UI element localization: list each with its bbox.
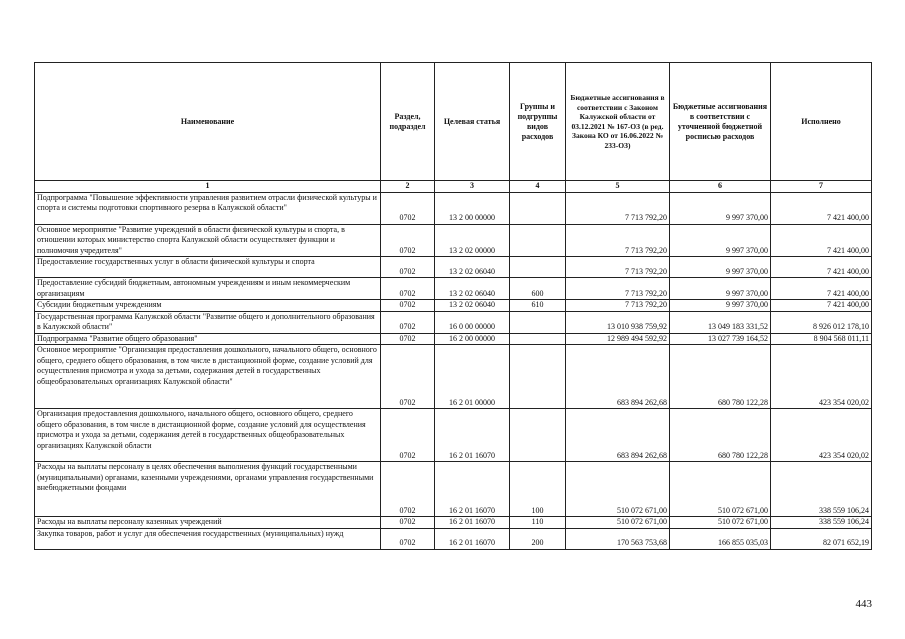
page-number: 443 — [855, 598, 872, 610]
row-group: 100 — [510, 462, 566, 517]
row-target: 16 2 01 16070 — [435, 528, 510, 549]
row-law-amount: 13 010 938 759,92 — [566, 311, 670, 333]
column-number-row — [35, 181, 872, 193]
row-target: 16 2 01 00000 — [435, 345, 510, 409]
header-target: Целевая статья — [435, 63, 510, 181]
header-section: Раздел, подраздел — [381, 63, 435, 181]
row-executed-amount: 7 421 400,00 — [771, 224, 872, 257]
row-executed-amount: 7 421 400,00 — [771, 257, 872, 278]
row-section: 0702 — [381, 345, 435, 409]
row-group — [510, 192, 566, 224]
row-law-amount: 510 072 671,00 — [566, 517, 670, 529]
col-number: 2 — [381, 181, 435, 193]
row-name: Основное мероприятие "Организация предоставления дошкольного, начального общего, основного общего, среднего общего образования, в том числе в дистанционной форме, создание условий для осуществления присмотра и ухода за детьми, содержания детей в государственных общеобразовательных организациях Калужской области" — [35, 345, 381, 409]
row-executed-amount: 7 421 400,00 — [771, 300, 872, 312]
col-number: 5 — [566, 181, 670, 193]
row-group: 600 — [510, 278, 566, 300]
row-name: Подпрограмма "Повышение эффективности управления развитием отрасли физической культуры и спорта и системы подготовки спортивного резерва в Калужской области" — [35, 192, 381, 224]
col-number: 1 — [35, 181, 381, 193]
table-row — [35, 257, 872, 278]
row-refined-amount: 13 027 739 164,52 — [670, 333, 771, 345]
row-refined-amount: 13 049 183 331,52 — [670, 311, 771, 333]
row-refined-amount: 680 780 122,28 — [670, 345, 771, 409]
row-name: Предоставление субсидий бюджетным, автономным учреждениям и иным некоммерческим организациям — [35, 278, 381, 300]
row-section: 0702 — [381, 462, 435, 517]
row-law-amount: 7 713 792,20 — [566, 192, 670, 224]
header-refined: Бюджетные ассигнования в соответствии с уточненной бюджетной росписью расходов — [670, 63, 771, 181]
table-header — [35, 63, 872, 181]
row-section: 0702 — [381, 528, 435, 549]
row-target: 13 2 02 06040 — [435, 300, 510, 312]
row-target: 16 2 01 16070 — [435, 409, 510, 462]
header-executed: Исполнено — [771, 63, 872, 181]
table-row — [35, 300, 872, 312]
col-number: 7 — [771, 181, 872, 193]
row-group — [510, 345, 566, 409]
row-refined-amount: 680 780 122,28 — [670, 409, 771, 462]
table-row — [35, 345, 872, 409]
header-name: Наименование — [35, 63, 381, 181]
row-law-amount: 7 713 792,20 — [566, 257, 670, 278]
row-name: Расходы на выплаты персоналу в целях обеспечения выполнения функций государственными (муниципальными) органами, казенными учреждениями, органами управления государственными внебюджетными фондами — [35, 462, 381, 517]
table-row — [35, 333, 872, 345]
row-group: 110 — [510, 517, 566, 529]
row-executed-amount: 82 071 652,19 — [771, 528, 872, 549]
budget-table — [34, 62, 872, 550]
row-group: 200 — [510, 528, 566, 549]
row-group — [510, 224, 566, 257]
row-law-amount: 510 072 671,00 — [566, 462, 670, 517]
row-law-amount: 7 713 792,20 — [566, 224, 670, 257]
row-executed-amount: 8 904 568 011,11 — [771, 333, 872, 345]
row-target: 16 0 00 00000 — [435, 311, 510, 333]
row-section: 0702 — [381, 257, 435, 278]
row-group — [510, 311, 566, 333]
row-name: Расходы на выплаты персоналу казенных учреждений — [35, 517, 381, 529]
table-row — [35, 462, 872, 517]
row-executed-amount: 7 421 400,00 — [771, 192, 872, 224]
table-row — [35, 528, 872, 549]
row-section: 0702 — [381, 192, 435, 224]
row-law-amount: 170 563 753,68 — [566, 528, 670, 549]
row-group — [510, 257, 566, 278]
row-refined-amount: 166 855 035,03 — [670, 528, 771, 549]
row-refined-amount: 9 997 370,00 — [670, 278, 771, 300]
row-refined-amount: 510 072 671,00 — [670, 517, 771, 529]
row-section: 0702 — [381, 409, 435, 462]
table-row — [35, 311, 872, 333]
row-name: Субсидии бюджетным учреждениям — [35, 300, 381, 312]
table-row — [35, 192, 872, 224]
row-law-amount: 12 989 494 592,92 — [566, 333, 670, 345]
row-group — [510, 409, 566, 462]
row-target: 13 2 02 00000 — [435, 224, 510, 257]
row-refined-amount: 9 997 370,00 — [670, 300, 771, 312]
row-law-amount: 683 894 262,68 — [566, 345, 670, 409]
row-name: Закупка товаров, работ и услуг для обеспечения государственных (муниципальных) нужд — [35, 528, 381, 549]
row-executed-amount: 338 559 106,24 — [771, 462, 872, 517]
row-executed-amount: 7 421 400,00 — [771, 278, 872, 300]
row-section: 0702 — [381, 517, 435, 529]
row-target: 16 2 01 16070 — [435, 517, 510, 529]
row-target: 13 2 02 06040 — [435, 278, 510, 300]
row-executed-amount: 423 354 020,02 — [771, 409, 872, 462]
row-name: Подпрограмма "Развитие общего образования" — [35, 333, 381, 345]
col-number: 4 — [510, 181, 566, 193]
table-row — [35, 224, 872, 257]
table-body — [35, 192, 872, 549]
row-law-amount: 683 894 262,68 — [566, 409, 670, 462]
col-number: 3 — [435, 181, 510, 193]
row-law-amount: 7 713 792,20 — [566, 300, 670, 312]
row-group: 610 — [510, 300, 566, 312]
row-section: 0702 — [381, 300, 435, 312]
row-executed-amount: 338 559 106,24 — [771, 517, 872, 529]
table-row — [35, 278, 872, 300]
row-group — [510, 333, 566, 345]
row-law-amount: 7 713 792,20 — [566, 278, 670, 300]
row-refined-amount: 9 997 370,00 — [670, 192, 771, 224]
row-target: 16 2 00 00000 — [435, 333, 510, 345]
row-section: 0702 — [381, 224, 435, 257]
row-executed-amount: 8 926 012 178,10 — [771, 311, 872, 333]
row-target: 13 2 00 00000 — [435, 192, 510, 224]
row-name: Основное мероприятие "Развитие учреждений в области физической культуры и спорта, в отношении которых министерство спорта Калужской области осуществляет функции и полномочия учредителя" — [35, 224, 381, 257]
row-name: Предоставление государственных услуг в области физической культуры и спорта — [35, 257, 381, 278]
row-target: 13 2 02 06040 — [435, 257, 510, 278]
row-target: 16 2 01 16070 — [435, 462, 510, 517]
col-number: 6 — [670, 181, 771, 193]
header-groups: Группы и подгруппы видов расходов — [510, 63, 566, 181]
header-law: Бюджетные ассигнования в соответствии с Законом Калужской области от 03.12.2021 № 167-ОЗ (в ред. Закона КО от 16.06.2022 № 233-ОЗ) — [566, 63, 670, 181]
table-row — [35, 409, 872, 462]
row-refined-amount: 9 997 370,00 — [670, 257, 771, 278]
row-refined-amount: 9 997 370,00 — [670, 224, 771, 257]
row-name: Организация предоставления дошкольного, начального общего, основного общего, среднего общего образования, в том числе в дистанционной форме, создание условий для осуществления присмотра и ухода за детьми, содержания детей в государственных общеобразовательных организациях Калужской области — [35, 409, 381, 462]
row-name: Государственная программа Калужской области "Развитие общего и дополнительного образования в Калужской области" — [35, 311, 381, 333]
row-executed-amount: 423 354 020,02 — [771, 345, 872, 409]
row-section: 0702 — [381, 278, 435, 300]
table-row — [35, 517, 872, 529]
row-section: 0702 — [381, 311, 435, 333]
row-refined-amount: 510 072 671,00 — [670, 462, 771, 517]
row-section: 0702 — [381, 333, 435, 345]
